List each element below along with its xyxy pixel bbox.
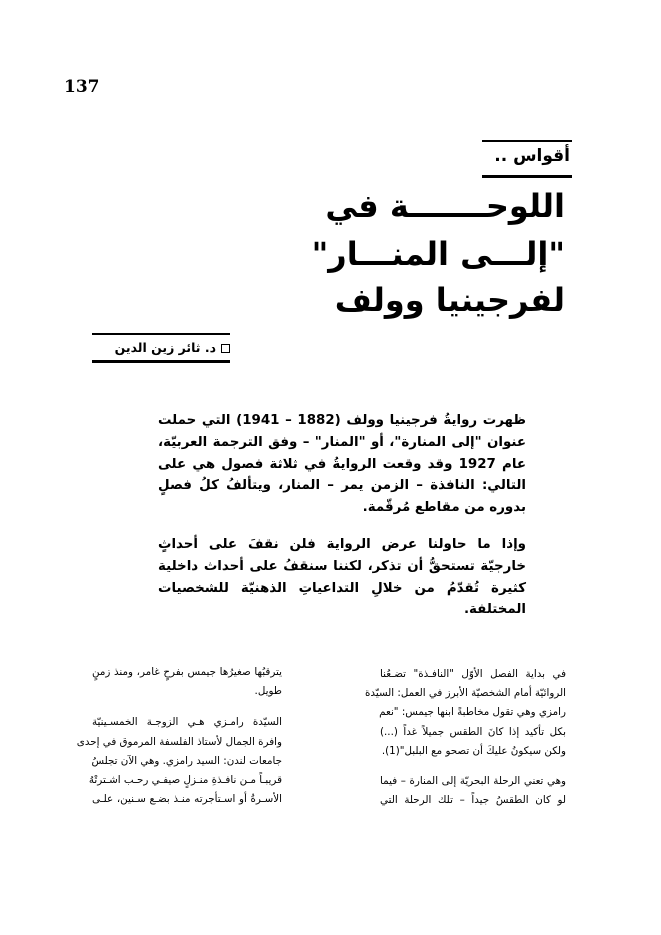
text-line: جامعات لندن: السيد رامزي. وهي الآن تجلسُ xyxy=(91,754,282,767)
abstract-paragraph-1: ظهرت روايةُ فرجينيا وولف (1882 – 1941) التي حملت عنوان "إلى المنارة"، أو "المنار" – وفق الترجمة العربيّة، عام 1927 وقد وقعت الروايةُ في ثلاثة فصول هي على التالي: النافذة – الزمن يمر – المنار، ويتألفُ كلُ فصلٍ بدوره من مقاطع مُرقّمة. xyxy=(158,413,526,516)
body-column-right xyxy=(365,665,566,810)
text-line: في بداية الفصل الأوّل "النافـذة" تضـعُنا xyxy=(380,668,566,680)
section-rule-top xyxy=(482,140,572,142)
section-rule-bottom xyxy=(482,175,572,178)
page-number: 137 xyxy=(64,77,100,97)
text-line: قريبـاً مـن نافـذةِ منـزلٍ صيفـي رحـب اشـترتْهُ xyxy=(88,774,282,787)
square-bullet-icon xyxy=(221,344,230,353)
text-line: الروائيّة أمام الشخصيّة الأبرز في العمل: السيّدة xyxy=(365,687,566,700)
article-title-line-1: اللوحـــــــة في xyxy=(325,187,565,225)
article-title-line-2: "إلـــى المنـــار" xyxy=(311,235,565,273)
text-line: ولكن سيكونُ عليكَ أن تصحو مع البلبل"(1). xyxy=(381,744,566,757)
text-line: السيّدة رامـزي هـي الزوجـة الخمسـينيّة xyxy=(92,716,282,729)
body-column-left xyxy=(76,663,282,809)
author-byline xyxy=(92,340,230,355)
author-rule-top xyxy=(92,333,230,335)
text-line: يترقبُها صغيرُها جيمس بفرحٍ غامر، ومنذ زمنٍ xyxy=(92,666,282,678)
abstract-paragraph-2: وإذا ما حاولنا عرض الرواية فلن نقفَ على أحداثٍ خارجيّة تستحقُّ أن تذكر، لكننا سنقفُ على أحداث داخلية كثيرة تُقدّمُ من خلالِ التداعياتِ الذهنيّة للشخصيات المختلفة. xyxy=(158,537,526,618)
text-line: طويل. xyxy=(254,685,282,698)
section-label: أقواس .. xyxy=(494,146,570,166)
article-title-line-3: لفرجينيا وولف xyxy=(334,281,565,319)
text-line: وهي تعني الرحلة البحريّة إلى المنارة – فيما xyxy=(380,775,566,788)
text-line: لو كان الطقسُ جيداً – تلك الرحلة التي xyxy=(380,794,566,807)
text-line: بكل تأكيد إذا كانَ الطقس جميلاً غداً (...) xyxy=(380,725,566,738)
text-line: وافرة الجمال لأستاذ الفلسفة المرموق في إحدى xyxy=(76,735,282,748)
author-name: د. ثائر زين الدين xyxy=(114,340,216,355)
text-line: الأسـرةُ أو اسـتأجرته منـذ بضـع سـنين، علـى xyxy=(92,793,282,806)
author-rule-bottom xyxy=(92,360,230,363)
text-line: رامزي وهي تقول مخاطبةً ابنها جيمس: "نعم xyxy=(379,706,566,719)
